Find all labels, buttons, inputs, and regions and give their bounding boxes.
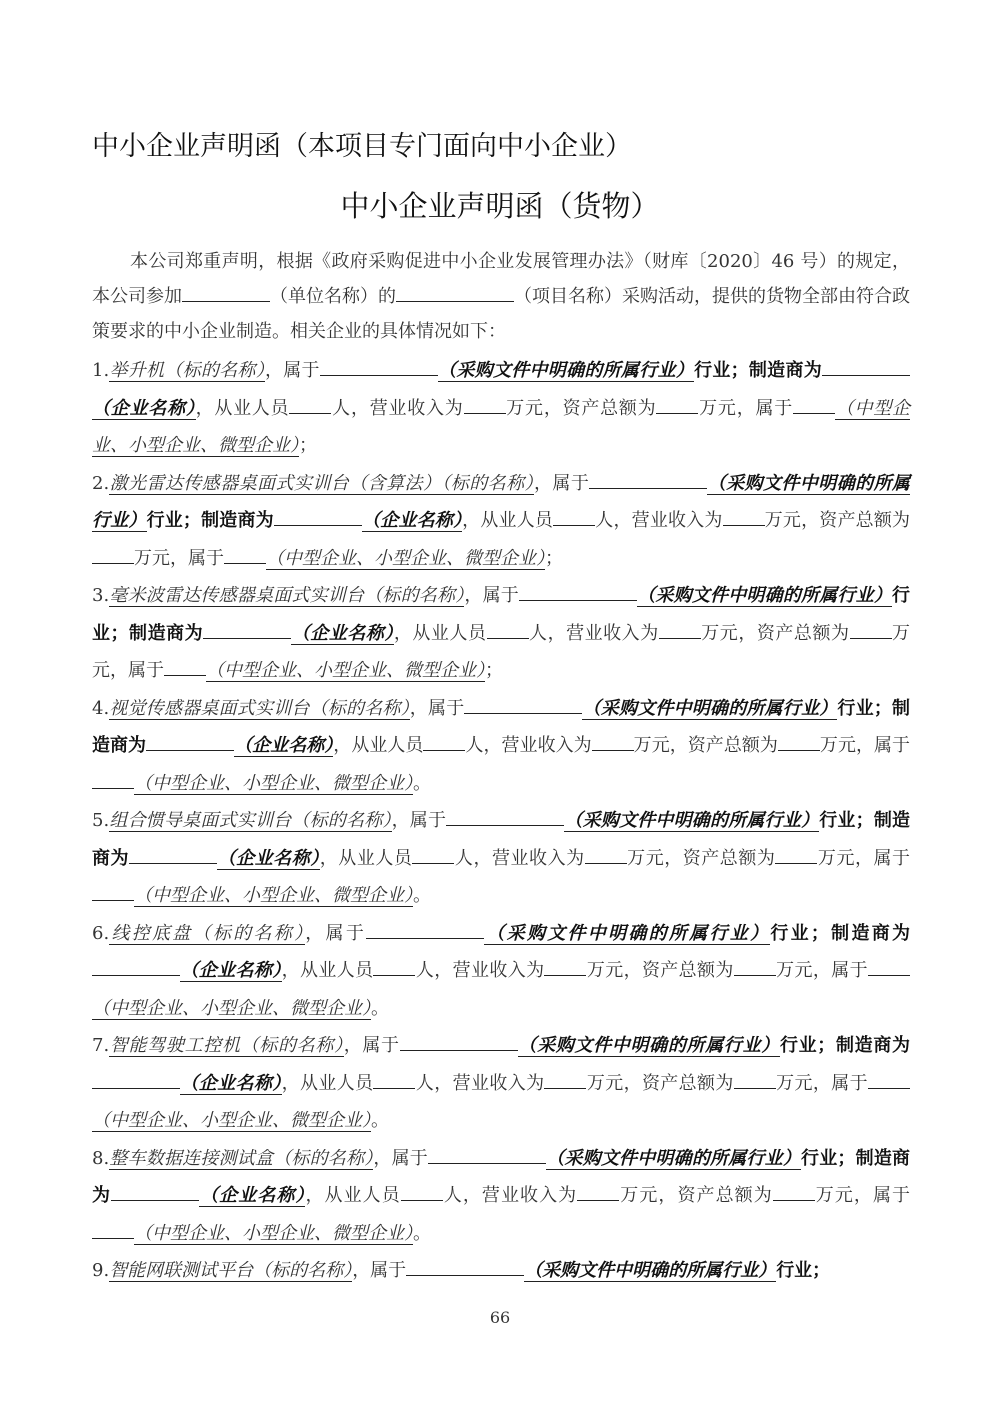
item-number: 2.: [92, 472, 110, 494]
enterprise-type-placeholder: （中型企业、小型企业、微型企业）: [92, 997, 371, 1019]
item-name: 组合惯导桌面式实训台（标的名称）: [109, 810, 392, 831]
industry-blank: [366, 937, 484, 939]
type-blank: [793, 412, 835, 414]
page-number: 66: [489, 1308, 511, 1327]
item-name: 整车数据连接测试盒（标的名称）: [109, 1147, 374, 1169]
item-name: 毫米波雷达传感器桌面式实训台（标的名称）: [109, 585, 465, 606]
staff-blank: [487, 637, 529, 639]
assets-blank: [775, 862, 817, 864]
revenue-label: 人，营业收入为: [454, 847, 585, 869]
industry-placeholder: （采购文件中明确的所属行业）: [582, 697, 838, 719]
type-label: 万元，属于: [92, 622, 911, 681]
declaration-item: [92, 1027, 910, 1140]
enterprise-type-placeholder: （中型企业、小型企业、微型企业）: [206, 660, 485, 681]
industry-suffix: 行业；制造商为: [92, 1147, 911, 1206]
item-end: ；: [545, 547, 563, 569]
industry-suffix: 行业；: [776, 1260, 831, 1281]
staff-label: ，从业人员: [393, 622, 487, 644]
revenue-label: 人，营业收入为: [528, 622, 659, 644]
staff-label: ，从业人员: [305, 1185, 401, 1206]
company-placeholder: （企业名称）: [180, 1072, 282, 1094]
revenue-blank: [659, 637, 701, 639]
assets-blank: [734, 1087, 776, 1089]
industry-placeholder: （采购文件中明确的所属行业）: [437, 360, 695, 381]
manufacturer-blank: [92, 974, 180, 976]
revenue-blank: [585, 862, 627, 864]
item-end: 。: [413, 885, 431, 906]
industry-blank: [589, 487, 707, 489]
assets-label: 万元，资产总额为: [586, 1072, 734, 1094]
assets-blank: [778, 749, 820, 751]
assets-label: 万元，资产总额为: [764, 510, 911, 531]
revenue-blank: [577, 1199, 619, 1201]
revenue-label: 人，营业收入为: [415, 960, 545, 981]
type-label: 万元，属于: [134, 547, 224, 569]
manufacturer-blank: [146, 749, 234, 751]
item-number: 8.: [92, 1147, 110, 1169]
revenue-label: 人，营业收入为: [415, 1072, 545, 1094]
staff-label: ，从业人员: [319, 847, 413, 869]
belongs-label: ，属于: [409, 697, 465, 719]
declaration-item: [92, 802, 910, 915]
item-name: 激光雷达传感器桌面式实训台（含算法）（标的名称）: [109, 472, 534, 494]
declaration-item: [92, 577, 910, 690]
industry-suffix: 行业；制造商为: [146, 510, 274, 531]
item-name: 线控底盘（标的名称）: [109, 922, 306, 944]
revenue-blank: [464, 412, 506, 414]
item-list: [92, 352, 910, 1290]
item-number: 6.: [92, 922, 110, 944]
declaration-item: [92, 1140, 910, 1253]
staff-blank: [423, 749, 465, 751]
unit-name-label: （单位名称）的: [270, 286, 396, 307]
item-number: 3.: [92, 585, 110, 606]
company-placeholder: （企业名称）: [92, 397, 196, 419]
page-title: 中小企业声明函（货物）: [340, 189, 660, 223]
industry-blank: [464, 712, 582, 714]
item-name: 举升机（标的名称）: [109, 360, 265, 381]
belongs-label: ，属于: [343, 1035, 400, 1056]
type-label: 万元，属于: [698, 397, 793, 419]
industry-suffix: 行业；制造商为: [779, 1035, 911, 1056]
industry-placeholder: （采购文件中明确的所属行业）: [92, 472, 911, 531]
industry-placeholder: （采购文件中明确的所属行业）: [637, 585, 893, 606]
type-blank: [92, 1237, 134, 1239]
unit-name-blank: [182, 300, 270, 302]
project-name-blank: [396, 300, 514, 302]
assets-label: 万元，资产总额为: [619, 1185, 773, 1206]
industry-placeholder: （采购文件中明确的所属行业）: [517, 1035, 780, 1056]
belongs-label: ，属于: [533, 472, 590, 494]
assets-label: 万元，资产总额为: [633, 735, 778, 756]
assets-blank: [656, 412, 698, 414]
staff-blank: [373, 1087, 415, 1089]
type-label: 万元，属于: [814, 1185, 911, 1206]
item-end: ；: [299, 435, 317, 456]
company-placeholder: （企业名称）: [180, 960, 282, 981]
enterprise-type-placeholder: （中型企业、小型企业、微型企业）: [134, 1222, 413, 1244]
item-number: 1.: [92, 360, 110, 381]
revenue-label: 人，营业收入为: [331, 397, 464, 419]
assets-blank: [92, 562, 134, 564]
revenue-label: 人，营业收入为: [465, 735, 592, 756]
revenue-blank: [544, 974, 586, 976]
type-blank: [164, 674, 206, 676]
industry-suffix: 行业；制造商为: [770, 922, 911, 944]
item-end: 。: [371, 997, 389, 1019]
assets-blank: [773, 1199, 815, 1201]
staff-blank: [412, 862, 454, 864]
industry-blank: [428, 1162, 546, 1164]
staff-label: ，从业人员: [333, 735, 424, 756]
type-blank: [868, 974, 910, 976]
staff-blank: [289, 412, 331, 414]
staff-blank: [401, 1199, 443, 1201]
type-blank: [224, 562, 266, 564]
declaration-item: [92, 690, 910, 803]
industry-placeholder: （采购文件中明确的所属行业）: [484, 922, 771, 944]
industry-suffix: 行业；制造商为: [694, 360, 823, 381]
assets-label: 万元，资产总额为: [505, 397, 657, 419]
staff-label: ，从业人员: [195, 397, 290, 419]
staff-blank: [553, 524, 595, 526]
assets-label: 万元，资产总额为: [626, 847, 776, 869]
project-name-label: （项目名称）采购活动，提供的货物全部由符合政策要求的中小企业制造。相关企业的具体情况如下：: [92, 286, 910, 342]
company-placeholder: （企业名称）: [234, 735, 334, 756]
industry-blank: [400, 1049, 518, 1051]
belongs-label: ，属于: [373, 1147, 429, 1169]
belongs-label: ，属于: [464, 585, 520, 606]
industry-suffix: 行业；制造商为: [92, 585, 911, 644]
item-number: 4.: [92, 697, 110, 719]
assets-label: 万元，资产总额为: [586, 960, 734, 981]
revenue-blank: [723, 524, 765, 526]
belongs-label: ，属于: [265, 360, 320, 381]
intro-paragraph: [92, 244, 910, 349]
enterprise-type-placeholder: （中型企业、小型企业、微型企业）: [92, 397, 911, 456]
item-number: 9.: [92, 1260, 110, 1281]
assets-blank: [734, 974, 776, 976]
industry-suffix: 行业；制造商为: [92, 810, 911, 869]
revenue-blank: [544, 1087, 586, 1089]
manufacturer-blank: [822, 374, 910, 376]
assets-blank: [850, 637, 892, 639]
revenue-blank: [592, 749, 634, 751]
declaration-item: [92, 915, 910, 1028]
declaration-item: [92, 465, 910, 578]
item-name: 智能驾驶工控机（标的名称）: [109, 1035, 344, 1056]
enterprise-type-placeholder: （中型企业、小型企业、微型企业）: [134, 885, 413, 906]
industry-placeholder: （采购文件中明确的所属行业）: [564, 810, 820, 831]
type-blank: [92, 787, 134, 789]
manufacturer-blank: [92, 1087, 180, 1089]
item-end: 。: [413, 772, 431, 794]
manufacturer-blank: [274, 524, 362, 526]
declaration-item: [92, 1252, 910, 1290]
company-placeholder: （企业名称）: [217, 847, 320, 869]
industry-suffix: 行业；制造商为: [92, 697, 911, 756]
staff-label: ，从业人员: [281, 1072, 374, 1094]
industry-blank: [406, 1274, 524, 1276]
item-end: 。: [371, 1110, 389, 1131]
item-name: 智能网联测试平台（标的名称）: [109, 1260, 353, 1281]
section-heading: 中小企业声明函（本项目专门面向中小企业）: [92, 131, 632, 162]
enterprise-type-placeholder: （中型企业、小型企业、微型企业）: [92, 1110, 371, 1131]
company-placeholder: （企业名称）: [291, 622, 394, 644]
belongs-label: ，属于: [352, 1260, 407, 1281]
industry-blank: [519, 599, 637, 601]
type-label: 万元，属于: [819, 735, 911, 756]
staff-label: ，从业人员: [462, 510, 554, 531]
item-name: 视觉传感器桌面式实训台（标的名称）: [109, 697, 410, 719]
belongs-label: ，属于: [305, 922, 367, 944]
manufacturer-blank: [129, 862, 217, 864]
enterprise-type-placeholder: （中型企业、小型企业、微型企业）: [134, 772, 413, 794]
industry-blank: [320, 374, 438, 376]
intro-text: 本公司郑重声明，根据《政府采购促进中小企业发展管理办法》（财库〔2020〕46 号）的规定，本公司参加: [92, 251, 910, 307]
industry-placeholder: （采购文件中明确的所属行业）: [524, 1260, 777, 1281]
assets-label: 万元，资产总额为: [700, 622, 850, 644]
enterprise-type-placeholder: （中型企业、小型企业、微型企业）: [266, 547, 545, 569]
industry-placeholder: （采购文件中明确的所属行业）: [546, 1147, 802, 1169]
staff-blank: [373, 974, 415, 976]
type-label: 万元，属于: [775, 960, 869, 981]
item-end: ；: [485, 660, 503, 681]
manufacturer-blank: [203, 637, 291, 639]
revenue-label: 人，营业收入为: [595, 510, 723, 531]
type-label: 万元，属于: [817, 847, 911, 869]
revenue-label: 人，营业收入为: [442, 1185, 578, 1206]
item-number: 5.: [92, 810, 110, 831]
type-label: 万元，属于: [775, 1072, 869, 1094]
manufacturer-blank: [111, 1199, 199, 1201]
belongs-label: ，属于: [391, 810, 447, 831]
item-end: 。: [413, 1222, 431, 1244]
company-placeholder: （企业名称）: [199, 1185, 306, 1206]
type-blank: [868, 1087, 910, 1089]
company-placeholder: （企业名称）: [361, 510, 463, 531]
declaration-item: [92, 352, 910, 465]
staff-label: ，从业人员: [281, 960, 374, 981]
item-number: 7.: [92, 1035, 110, 1056]
type-blank: [92, 899, 134, 901]
industry-blank: [446, 824, 564, 826]
